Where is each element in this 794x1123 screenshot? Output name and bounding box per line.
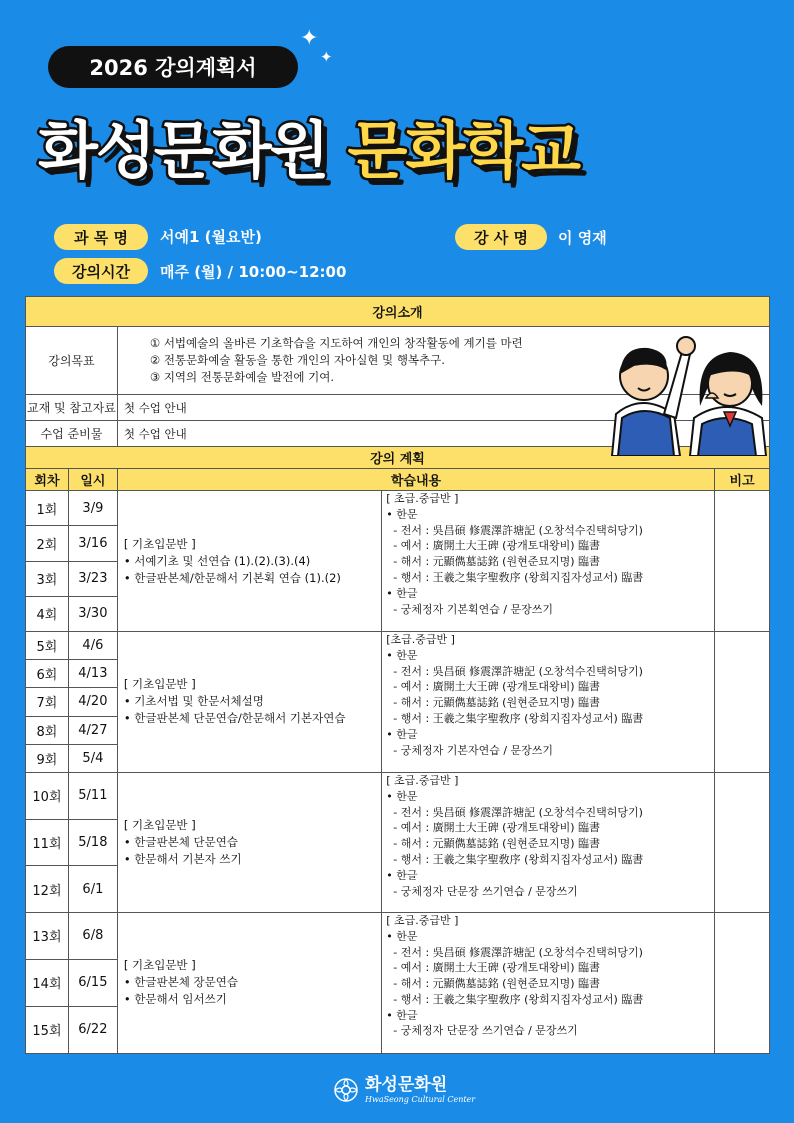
session-date: 4/27 (68, 716, 117, 744)
session-number: 4회 (26, 596, 69, 631)
advanced-course-line: - 궁체정자 단문장 쓰기연습 / 문장쓰기 (386, 1024, 578, 1038)
intro-heading: 강의소개 (26, 297, 770, 327)
advanced-course-line: - 해서 : 元顯儁墓誌銘 (원현준묘지명) 臨書 (386, 977, 600, 991)
session-date: 4/6 (68, 632, 117, 660)
basic-course-line: • 한글판본체 단문연습 (123, 834, 238, 849)
advanced-course-cell (382, 632, 715, 773)
col-note: 비고 (715, 469, 770, 491)
basic-course-cell (117, 912, 381, 1053)
basic-course-line: [ 기초입문반 ] (123, 817, 196, 832)
advanced-course-line: - 행서 : 王羲之集字聖敎序 (왕희지집자성교서) 臨書 (386, 570, 644, 584)
session-number: 9회 (26, 744, 69, 772)
basic-course-line: [ 기초입문반 ] (123, 958, 196, 973)
note-cell (715, 912, 770, 1053)
lotus-logo-icon (333, 1077, 359, 1103)
basic-course-line: • 기초서법 및 한문서체설명 (123, 694, 264, 709)
material-value: 첫 수업 안내 (117, 395, 769, 421)
basic-course-cell (117, 491, 381, 632)
advanced-course-line: - 전서 : 吳昌碩 修震澤許塘記 (오창석수진택허당기) (386, 523, 643, 537)
page-title (38, 100, 579, 190)
table-row (26, 632, 770, 660)
session-date: 6/22 (68, 1006, 117, 1053)
table-row (26, 772, 770, 819)
session-number: 7회 (26, 688, 69, 716)
advanced-course-line: [초급.중급반 ] (386, 633, 455, 646)
advanced-course-line: - 예서 : 廣開土大王碑 (광개토대왕비) 臨書 (386, 821, 600, 835)
session-number: 1회 (26, 491, 69, 526)
prep-value: 첫 수업 안내 (117, 421, 769, 447)
teacher-value: 이 영재 (558, 229, 607, 247)
students-illustration (604, 296, 770, 456)
advanced-course-line: - 전서 : 吳昌碩 修震澤許塘記 (오창석수진택허당기) (386, 945, 643, 959)
basic-course-line: • 서예기초 및 선연습 (1).(2).(3).(4) (123, 553, 311, 568)
advanced-course-line: - 궁체정자 단문장 쓰기연습 / 문장쓰기 (386, 884, 578, 898)
subject-value: 서예1 (월요반) (160, 228, 262, 246)
session-date: 5/4 (68, 744, 117, 772)
advanced-course-line: • 한문 (386, 648, 418, 662)
advanced-course-line: - 전서 : 吳昌碩 修震澤許塘記 (오창석수진택허당기) (386, 664, 643, 678)
advanced-course-line: • 한문 (386, 507, 418, 521)
session-number: 13회 (26, 912, 69, 959)
basic-course-line: • 한문해서 기본자 쓰기 (123, 851, 242, 866)
document-subtitle-pill: 2026 강의계획서 (48, 46, 298, 88)
session-date: 3/30 (68, 596, 117, 631)
advanced-course-cell (382, 912, 715, 1053)
session-date: 5/11 (68, 772, 117, 819)
footer-name-en: HwaSeong Cultural Center (365, 1095, 476, 1104)
col-date: 일시 (68, 469, 117, 491)
advanced-course-line: - 해서 : 元顯儁墓誌銘 (원현준묘지명) 臨書 (386, 555, 600, 569)
basic-course-line: • 한문해서 임서쓰기 (123, 992, 227, 1007)
advanced-course-line: [ 초급.중급반 ] (386, 913, 459, 927)
advanced-course-line: - 예서 : 廣開土大王碑 (광개토대왕비) 臨書 (386, 539, 600, 553)
session-date: 6/8 (68, 912, 117, 959)
advanced-course-line: • 한문 (386, 789, 418, 803)
time-label: 강의시간 (54, 258, 148, 284)
boy-figure (612, 337, 695, 456)
sparkle-small-icon: ✦ (320, 48, 333, 66)
session-number: 6회 (26, 660, 69, 688)
advanced-course-line: - 행서 : 王羲之集字聖敎序 (왕희지집자성교서) 臨書 (386, 992, 644, 1006)
advanced-course-line: • 한글 (386, 868, 418, 882)
girl-figure (690, 352, 766, 456)
basic-course-cell (117, 632, 381, 773)
col-content: 학습내용 (117, 469, 714, 491)
basic-course-cell (117, 772, 381, 912)
table-row (26, 912, 770, 959)
session-number: 15회 (26, 1006, 69, 1053)
title-main: 화성문화원 (38, 113, 328, 187)
subject-label: 과 목 명 (54, 224, 148, 250)
col-session: 회차 (26, 469, 69, 491)
sparkle-icon: ✦ (300, 26, 319, 51)
advanced-course-line: • 한문 (386, 929, 418, 943)
advanced-course-cell (382, 772, 715, 912)
session-number: 14회 (26, 959, 69, 1006)
advanced-course-line: - 궁체정자 기본획연습 / 문장쓰기 (386, 602, 554, 616)
teacher-label: 강 사 명 (455, 224, 547, 250)
advanced-course-line: • 한글 (386, 586, 418, 600)
session-date: 4/20 (68, 688, 117, 716)
advanced-course-line: • 한글 (386, 1008, 418, 1022)
note-cell (715, 632, 770, 773)
note-cell (715, 772, 770, 912)
plan-heading: 강의 계획 (26, 447, 770, 469)
session-number: 10회 (26, 772, 69, 819)
basic-course-line: [ 기초입문반 ] (123, 536, 196, 551)
basic-course-line: • 한글판본체 단문연습/한문해서 기본자연습 (123, 711, 346, 726)
advanced-course-line: - 행서 : 王羲之集字聖敎序 (왕희지집자성교서) 臨書 (386, 852, 644, 866)
session-date: 6/15 (68, 959, 117, 1006)
session-date: 3/23 (68, 561, 117, 596)
advanced-course-line: - 전서 : 吳昌碩 修震澤許塘記 (오창석수진택허당기) (386, 805, 643, 819)
footer-name-kr: 화성문화원 (365, 1075, 448, 1095)
footer-logo (333, 1076, 475, 1104)
goal-item: ③ 지역의 전통문화예술 발전에 기여. (149, 370, 334, 384)
goal-item: ② 전통문화예술 활동을 통한 개인의 자아실현 및 행복추구. (149, 353, 445, 367)
session-number: 8회 (26, 716, 69, 744)
session-number: 2회 (26, 526, 69, 561)
advanced-course-line: [ 초급.중급반 ] (386, 492, 459, 505)
basic-course-line: [ 기초입문반 ] (123, 677, 196, 692)
note-cell (715, 491, 770, 632)
advanced-course-line: • 한글 (386, 727, 418, 741)
basic-course-line: • 한글판본체 장문연습 (123, 975, 238, 990)
session-date: 4/13 (68, 660, 117, 688)
title-accent: 문화학교 (347, 113, 580, 187)
table-row (26, 491, 770, 526)
advanced-course-line: [ 초급.중급반 ] (386, 773, 459, 787)
session-number: 5회 (26, 632, 69, 660)
session-date: 3/9 (68, 491, 117, 526)
session-number: 12회 (26, 866, 69, 913)
session-number: 11회 (26, 819, 69, 866)
goal-label: 강의목표 (26, 327, 118, 395)
session-date: 6/1 (68, 866, 117, 913)
prep-label: 수업 준비물 (26, 421, 118, 447)
goal-item: ① 서법예술의 올바른 기초학습을 지도하여 개인의 창작활동에 계기를 마련 (149, 336, 523, 350)
advanced-course-line: - 예서 : 廣開土大王碑 (광개토대왕비) 臨書 (386, 680, 600, 694)
session-date: 5/18 (68, 819, 117, 866)
time-value: 매주 (월) / 10:00~12:00 (160, 263, 347, 281)
advanced-course-line: - 해서 : 元顯儁墓誌銘 (원현준묘지명) 臨書 (386, 696, 600, 710)
session-date: 3/16 (68, 526, 117, 561)
advanced-course-line: - 행서 : 王羲之集字聖敎序 (왕희지집자성교서) 臨書 (386, 711, 644, 725)
advanced-course-line: - 궁체정자 기본자연습 / 문장쓰기 (386, 743, 554, 757)
advanced-course-line: - 해서 : 元顯儁墓誌銘 (원현준묘지명) 臨書 (386, 837, 600, 851)
advanced-course-line: - 예서 : 廣開土大王碑 (광개토대왕비) 臨書 (386, 961, 600, 975)
material-label: 교재 및 참고자료 (26, 395, 118, 421)
session-number: 3회 (26, 561, 69, 596)
advanced-course-cell (382, 491, 715, 632)
basic-course-line: • 한글판본체/한문해서 기본획 연습 (1).(2) (123, 570, 341, 585)
